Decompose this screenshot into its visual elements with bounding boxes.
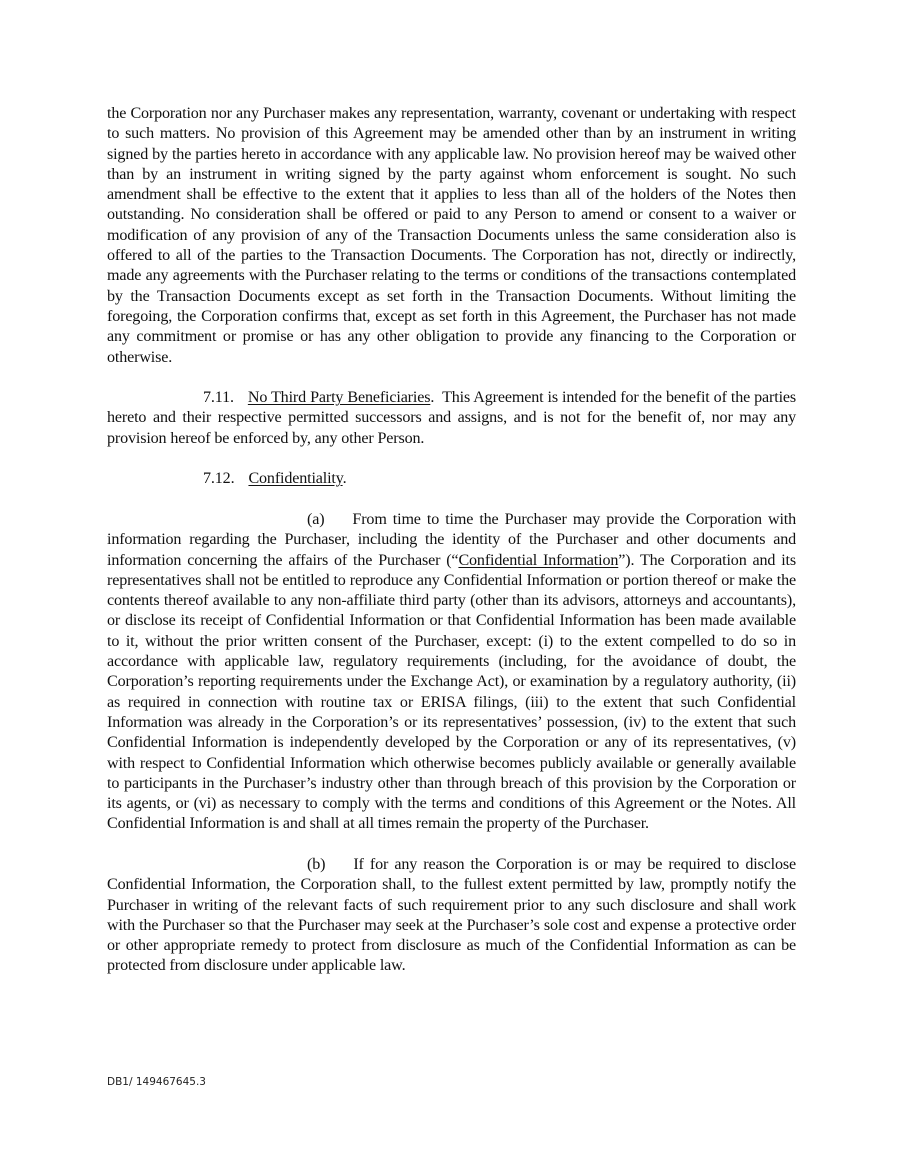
subsection-label: (a) <box>307 510 325 528</box>
subsection-text-before: From time to time the Purchaser may provide the Corporation with information regarding the Purchaser, including the identity of the Purchaser and other documents and information concerning the affairs of the Purchaser (“ <box>107 510 796 569</box>
section-title-suffix: . <box>342 470 347 488</box>
section-title: No Third Party Beneficiaries <box>247 389 431 407</box>
document-footer-id: DB1/ 149467645.3 <box>107 1076 206 1088</box>
subsection-label: (b) <box>307 855 326 873</box>
subsection-text-after: ”). The Corporation and its representatives shall not be entitled to reproduce any Confidential Information or portion thereof or make the contents thereof available to any non-affiliate third party (other than its advisors, attorneys and accountants), or disclose its receipt of Confidential Information or that Confidential Information has been made available to it, without the prior written consent of the Purchaser, except: (i) to the extent compelled to do so in accordance with applicable law, regulatory requirements (including, for the avoidance of doubt, the Corporation’s reporting requirements under the Exchange Act), or examination by a regulatory authority, (ii) as required in connection with routine tax or ERISA filings, (iii) to the extent that such Confidential Information was already in the Corporation’s or its representatives’ possession, (iv) to the extent that such Confidential Information is independently developed by the Corporation or any of its representatives, (v) with respect to Confidential Information which otherwise becomes publicly available or generally available to participants in the Purchaser’s industry other than through breach of this provision by the Corporation or its agents, or (vi) as necessary to comply with the terms and conditions of this Agreement or the Notes. All Confidential Information is and shall at all times remain the property of the Purchaser. <box>107 551 796 833</box>
subsection-a <box>107 510 796 835</box>
section-7-11 <box>107 388 796 449</box>
section-number: 7.12. <box>203 470 235 488</box>
section-number: 7.11. <box>203 389 234 407</box>
continuation-paragraph: the Corporation nor any Purchaser makes any representation, warranty, covenant or undertaking with respect to such matters. No provision of this Agreement may be amended other than by an instrument in writing signed by the parties hereto in accordance with any applicable law. No provision hereof may be waived other than by an instrument in writing signed by the party against whom enforcement is sought. No such amendment shall be effective to the extent that it applies to less than all of the holders of the Notes then outstanding. No consideration shall be offered or paid to any Person to amend or consent to a waiver or modification of any provision of any of the Transaction Documents unless the same consideration also is offered to all of the parties to the Transaction Documents. The Corporation has not, directly or indirectly, made any agreements with the Purchaser relating to the terms or conditions of the transactions contemplated by the Transaction Documents except as set forth in the Transaction Documents. Without limiting the foregoing, the Corporation confirms that, except as set forth in this Agreement, the Purchaser has not made any commitment or promise or has any other obligation to provide any financing to the Corporation or otherwise. <box>107 105 796 366</box>
defined-term: Confidential Information <box>458 551 619 569</box>
subsection-text: If for any reason the Corporation is or may be required to disclose Confidential Information, the Corporation shall, to the fullest extent permitted by law, promptly notify the Purchaser in writing of the relevant facts of such requirement prior to any such disclosure and shall work with the Purchaser so that the Purchaser may seek at the Purchaser’s sole cost and expense a protective order or other appropriate remedy to protect from disclosure as much of the Confidential Information as can be protected from disclosure under applicable law. <box>107 855 796 975</box>
section-title: Confidentiality <box>248 470 343 488</box>
section-7-12-heading <box>107 469 796 489</box>
document-page <box>107 104 796 997</box>
subsection-b <box>107 855 796 977</box>
section-body: This Agreement is intended for the benefit of the parties hereto and their respective permitted successors and assigns, and is not for the benefit of, nor may any provision hereof be enforced by, any other Person. <box>107 389 797 447</box>
section-title-suffix: . <box>430 389 435 407</box>
